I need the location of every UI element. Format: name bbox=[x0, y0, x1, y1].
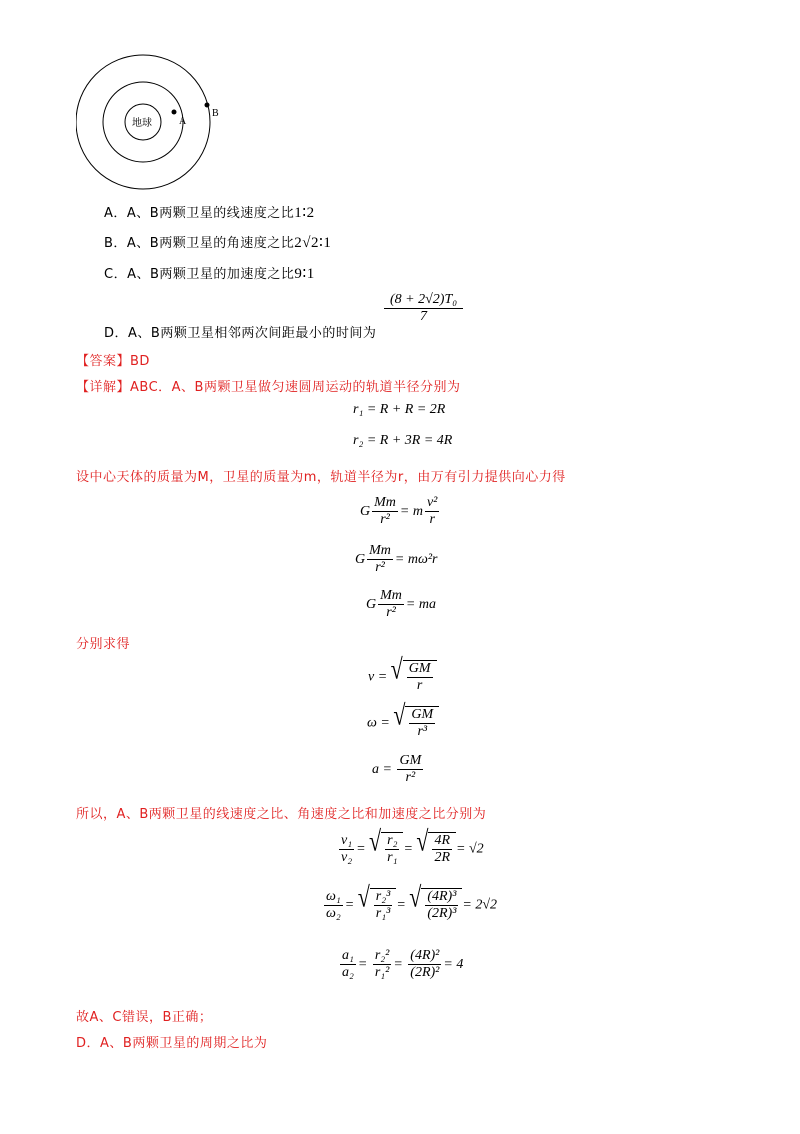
eq-omega: ω = √ $\frac{GM}{\text{r³}}$ bbox=[367, 706, 439, 740]
option-d-denominator: 7 bbox=[420, 309, 428, 325]
option-a-math: 1∶2 bbox=[294, 205, 315, 221]
eq-a: a = $\frac{GM}{\text{r²}}$ bbox=[372, 753, 422, 786]
detail-intro: 【详解】ABC．A、B两颗卫星做匀速圆周运动的轨道半径分别为 bbox=[76, 380, 461, 395]
solved-text: 分别求得 bbox=[76, 637, 131, 652]
eq-r1: r₁ = R + R = 2R bbox=[353, 402, 446, 417]
eq-gravity-omega: G $\frac{Mm}{\text{r²}}$ = mω²r bbox=[355, 543, 438, 576]
option-c-math: 9∶1 bbox=[294, 266, 315, 282]
option-a-text: A．A、B两颗卫星的线速度之比 bbox=[104, 206, 295, 221]
option-a bbox=[104, 202, 315, 222]
satellite-b bbox=[205, 103, 210, 108]
eq-ratio-v: $\frac{\text{v₁}}{\text{v₂}}$ = √ $\frac{\text{r₂}}{\text{r₁}}$ = √ $\frac{4R}{2R}$ = √2 bbox=[341, 824, 484, 866]
orbit-diagram bbox=[76, 52, 236, 194]
answer: 【答案】BD bbox=[76, 354, 150, 369]
option-d-numerator: (8 + 2√2)T₀ bbox=[384, 292, 463, 309]
option-c-text: C．A、B两颗卫星的加速度之比 bbox=[104, 267, 295, 282]
label-a: A bbox=[179, 116, 187, 127]
eq-ratio-omega: $\frac{\text{ω₁}}{\text{ω₂}}$ = √ $\frac{\text{r₂³}}{\text{r₁³}}$ = √ $\frac{\text{(4R)³}}{\text{(2R)³}}$ = 2√2 bbox=[326, 880, 498, 922]
setup-text: 设中心天体的质量为M，卫星的质量为m，轨道半径为r，由万有引力提供向心力得 bbox=[76, 470, 566, 485]
label-b: B bbox=[212, 108, 219, 119]
option-d-text: D．A、B两颗卫星相邻两次间距最小的时间为 bbox=[104, 326, 377, 341]
option-d-fraction bbox=[382, 292, 465, 325]
satellite-a bbox=[172, 110, 177, 115]
eq-v: v = √ $\frac{GM}{r}$ bbox=[368, 660, 437, 694]
option-b bbox=[104, 232, 331, 252]
conclusion-1: 故A、C错误，B正确； bbox=[76, 1010, 213, 1025]
option-b-text: B．A、B两颗卫星的角速度之比 bbox=[104, 236, 295, 251]
eq-ratio-a: $\frac{\text{a₁}}{\text{a₂}}$ = $\frac{\text{r₂²}}{\text{r₁²}}$ = $\frac{\text{(4R)²}}{\text{(2R)²}}$ = 4 bbox=[342, 948, 464, 981]
eq-r2: r₂ = R + 3R = 4R bbox=[353, 433, 453, 448]
option-d bbox=[104, 322, 376, 341]
eq-gravity-a: G $\frac{Mm}{\text{r²}}$ = ma bbox=[366, 588, 436, 621]
conclusion-2: D．A、B两颗卫星的周期之比为 bbox=[76, 1036, 268, 1051]
so-text: 所以，A、B两颗卫星的线速度之比、角速度之比和加速度之比分别为 bbox=[76, 807, 487, 822]
eq-gravity-v: G $\frac{Mm}{\text{r²}}$ = m $\frac{\text{v²}}{r}$ bbox=[360, 495, 438, 528]
earth-label: 地球 bbox=[132, 118, 152, 129]
option-b-math: 2√2∶1 bbox=[294, 235, 332, 251]
option-c bbox=[104, 263, 315, 283]
